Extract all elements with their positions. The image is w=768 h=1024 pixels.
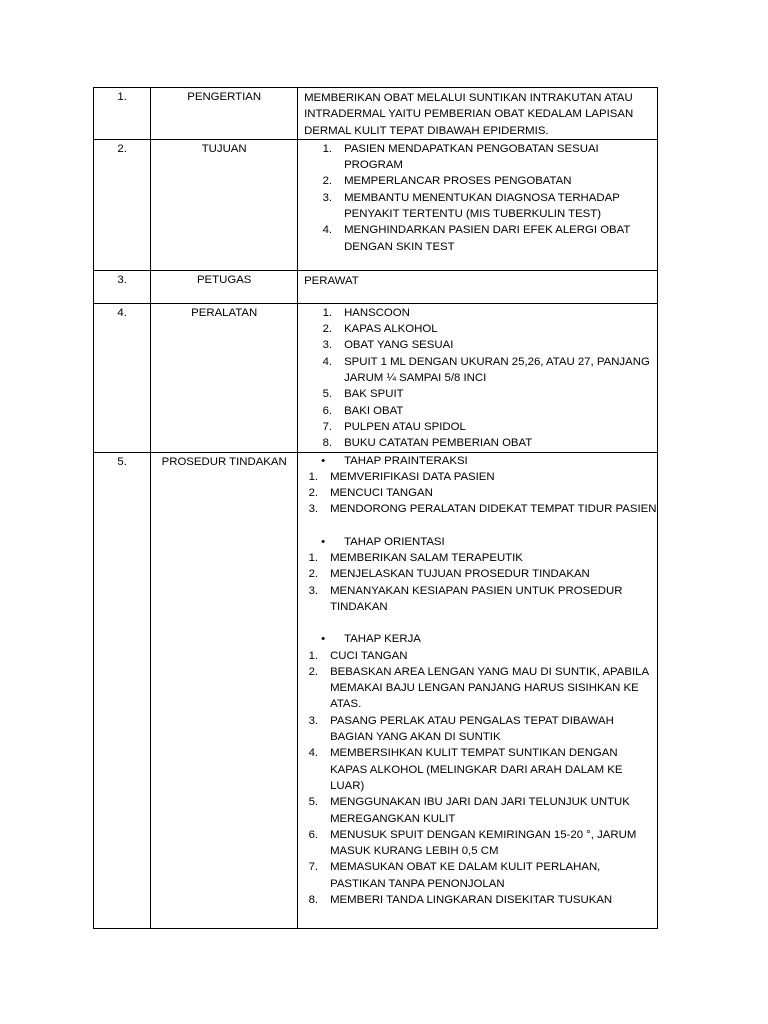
row-content-cell bbox=[298, 88, 658, 140]
item-text: OBAT YANG SESUAI bbox=[344, 339, 454, 352]
row-content-cell bbox=[298, 270, 658, 303]
phase-heading bbox=[298, 631, 657, 647]
list-item bbox=[298, 485, 657, 501]
item-text: MEMBANTU MENENTUKAN DIAGNOSA TERHADAP PENYAKIT TERTENTU (MIS TUBERKULIN TEST) bbox=[344, 191, 620, 221]
item-text: KAPAS ALKOHOL bbox=[344, 323, 438, 336]
item-number: 2. bbox=[322, 323, 333, 336]
table-row bbox=[94, 88, 658, 140]
item-text: BUKU CATATAN PEMBERIAN OBAT bbox=[344, 437, 533, 450]
item-text: MEMPERLANCAR PROSES PENGOBATAN bbox=[344, 175, 572, 188]
item-number: 1. bbox=[308, 470, 319, 483]
item-number: 1. bbox=[308, 649, 319, 662]
bullet-icon: • bbox=[321, 633, 326, 646]
list-item bbox=[298, 386, 657, 402]
row-number-cell bbox=[94, 88, 151, 140]
item-text: MEMBERSIHKAN KULIT TEMPAT SUNTIKAN DENGAN KAPAS ALKOHOL (MELINGKAR DARI ARAH DALAM KE LUAR) bbox=[330, 747, 623, 792]
row-number-cell bbox=[94, 452, 151, 928]
item-number: 4. bbox=[322, 224, 333, 237]
phase-title: TAHAP KERJA bbox=[344, 633, 421, 646]
item-text: MEMASUKAN OBAT KE DALAM KULIT PERLAHAN, PASTIKAN TANPA PENONJOLAN bbox=[330, 861, 601, 890]
bullet-icon: • bbox=[321, 454, 326, 467]
item-number: 3. bbox=[322, 339, 333, 352]
phase-steps bbox=[298, 648, 657, 909]
list-item bbox=[298, 173, 657, 189]
row-label-cell bbox=[151, 139, 298, 270]
item-text: BAKI OBAT bbox=[344, 404, 404, 417]
item-number: 2. bbox=[308, 568, 319, 581]
item-number: 1. bbox=[322, 142, 333, 155]
list-item bbox=[298, 566, 657, 582]
item-number: 1. bbox=[322, 306, 333, 319]
table-row bbox=[94, 270, 658, 303]
item-number: 2. bbox=[322, 175, 333, 188]
spacer bbox=[298, 615, 657, 631]
item-text: MEMBERIKAN SALAM TERAPEUTIK bbox=[330, 552, 523, 565]
phase-steps bbox=[298, 469, 657, 518]
item-number: 7. bbox=[322, 420, 333, 433]
item-text: MEMVERIFIKASI DATA PASIEN bbox=[330, 470, 495, 483]
table-row bbox=[94, 139, 658, 270]
item-number: 4. bbox=[322, 355, 333, 368]
list-item bbox=[298, 305, 657, 321]
list-item bbox=[298, 550, 657, 566]
item-number: 1. bbox=[308, 552, 319, 565]
list-item bbox=[298, 664, 657, 713]
item-number: 3. bbox=[308, 584, 319, 597]
row-number-cell bbox=[94, 139, 151, 270]
item-text: MENDORONG PERALATAN DIDEKAT TEMPAT TIDUR PASIEN bbox=[330, 503, 657, 516]
item-text: MEMBERI TANDA LINGKARAN DISEKITAR TUSUKAN bbox=[330, 893, 613, 906]
item-number: 3. bbox=[308, 503, 319, 516]
item-text: MENCUCI TANGAN bbox=[330, 487, 433, 500]
item-text: PASANG PERLAK ATAU PENGALAS TEPAT DIBAWAH BAGIAN YANG AKAN DI SUNTIK bbox=[330, 714, 614, 744]
table-row bbox=[94, 303, 658, 452]
item-number: 3. bbox=[322, 191, 333, 204]
item-number: 2. bbox=[308, 665, 319, 678]
list-item bbox=[298, 892, 657, 908]
list-item bbox=[298, 337, 657, 353]
table-row bbox=[94, 452, 658, 928]
item-number: 5. bbox=[322, 388, 333, 401]
row-number: 2. bbox=[117, 142, 127, 155]
list-item bbox=[298, 794, 657, 827]
row-label-cell bbox=[151, 303, 298, 452]
item-text: BAK SPUIT bbox=[344, 388, 404, 401]
list-item bbox=[298, 354, 657, 387]
list-item bbox=[298, 222, 657, 255]
row-number: 1. bbox=[117, 91, 127, 103]
item-text: MENGGUNAKAN IBU JARI DAN JARI TELUNJUK UNTUK MEREGANGKAN KULIT bbox=[330, 796, 630, 825]
list-item bbox=[298, 190, 657, 223]
item-number: 8. bbox=[308, 893, 319, 906]
row-content-cell bbox=[298, 452, 658, 928]
row-number: 5. bbox=[117, 455, 127, 468]
item-number: 6. bbox=[308, 828, 319, 841]
procedure-table bbox=[93, 87, 658, 929]
row-number: 3. bbox=[117, 273, 127, 286]
list-item bbox=[298, 745, 657, 794]
item-text: BEBASKAN AREA LENGAN YANG MAU DI SUNTIK, APABILA MEMAKAI BAJU LENGAN PANJANG HARUS SISIHKAN KE ATAS. bbox=[330, 665, 649, 711]
bullet-icon: • bbox=[321, 535, 326, 548]
spacer bbox=[298, 518, 657, 534]
row-label-cell bbox=[151, 270, 298, 303]
row-content-cell bbox=[298, 139, 658, 270]
list-item bbox=[298, 501, 657, 517]
row-content-cell bbox=[298, 303, 658, 452]
list-item bbox=[298, 141, 657, 174]
item-text: CUCI TANGAN bbox=[330, 649, 408, 662]
item-text: PASIEN MENDAPATKAN PENGOBATAN SESUAI PROGRAM bbox=[344, 142, 599, 172]
row-label: PROSEDUR TINDAKAN bbox=[161, 455, 287, 468]
item-text: SPUIT 1 ML DENGAN UKURAN 25,26, ATAU 27, PANJANG JARUM ¼ SAMPAI 5/8 INCI bbox=[344, 355, 650, 385]
item-number: 4. bbox=[308, 747, 319, 760]
item-number: 6. bbox=[322, 404, 333, 417]
list-item bbox=[298, 321, 657, 337]
phase-title: TAHAP PRAINTERAKSI bbox=[344, 454, 468, 467]
list-item bbox=[298, 435, 657, 451]
row-label: TUJUAN bbox=[201, 142, 247, 155]
item-number: 7. bbox=[308, 861, 319, 874]
officer-text: PERAWAT bbox=[304, 274, 359, 287]
list-item bbox=[298, 419, 657, 435]
row-number: 4. bbox=[117, 306, 127, 319]
item-number: 2. bbox=[308, 487, 319, 500]
row-number-cell bbox=[94, 270, 151, 303]
item-text: HANSCOON bbox=[344, 306, 410, 319]
definition-text: MEMBERIKAN OBAT MELALUI SUNTIKAN INTRAKUTAN ATAU INTRADERMAL YAITU PEMBERIAN OBAT KEDALAM LAPISAN DERMAL KULIT TEPAT DIBAWAH EPIDERMIS. bbox=[304, 92, 634, 137]
item-text: PULPEN ATAU SPIDOL bbox=[344, 420, 466, 433]
item-number: 3. bbox=[308, 714, 319, 727]
row-label: PETUGAS bbox=[196, 273, 252, 286]
row-label: PENGERTIAN bbox=[187, 91, 262, 103]
phase-heading bbox=[298, 534, 657, 550]
list-item bbox=[298, 648, 657, 664]
item-text: MENANYAKAN KESIAPAN PASIEN UNTUK PROSEDUR TINDAKAN bbox=[330, 584, 623, 613]
row-label: PERALATAN bbox=[191, 306, 258, 319]
list-item bbox=[298, 827, 657, 860]
row-label-cell bbox=[151, 88, 298, 140]
row-number-cell bbox=[94, 303, 151, 452]
item-text: MENJELASKAN TUJUAN PROSEDUR TINDAKAN bbox=[330, 568, 590, 581]
list-item bbox=[298, 859, 657, 892]
phase-heading bbox=[298, 453, 657, 469]
list-item bbox=[298, 469, 657, 485]
objectives-list bbox=[298, 140, 657, 255]
phase-title: TAHAP ORIENTASI bbox=[344, 535, 445, 548]
item-number: 8. bbox=[322, 437, 333, 450]
item-number: 5. bbox=[308, 796, 319, 809]
list-item bbox=[298, 583, 657, 616]
list-item bbox=[298, 713, 657, 746]
item-text: MENGHINDARKAN PASIEN DARI EFEK ALERGI OBAT DENGAN SKIN TEST bbox=[344, 224, 631, 253]
equipment-list bbox=[298, 304, 657, 452]
procedure-content bbox=[298, 453, 657, 909]
phase-steps bbox=[298, 550, 657, 615]
list-item bbox=[298, 403, 657, 419]
item-text: MENUSUK SPUIT DENGAN KEMIRINGAN 15-20 °, JARUM MASUK KURANG LEBIH 0,5 CM bbox=[330, 828, 637, 858]
row-label-cell bbox=[151, 452, 298, 928]
